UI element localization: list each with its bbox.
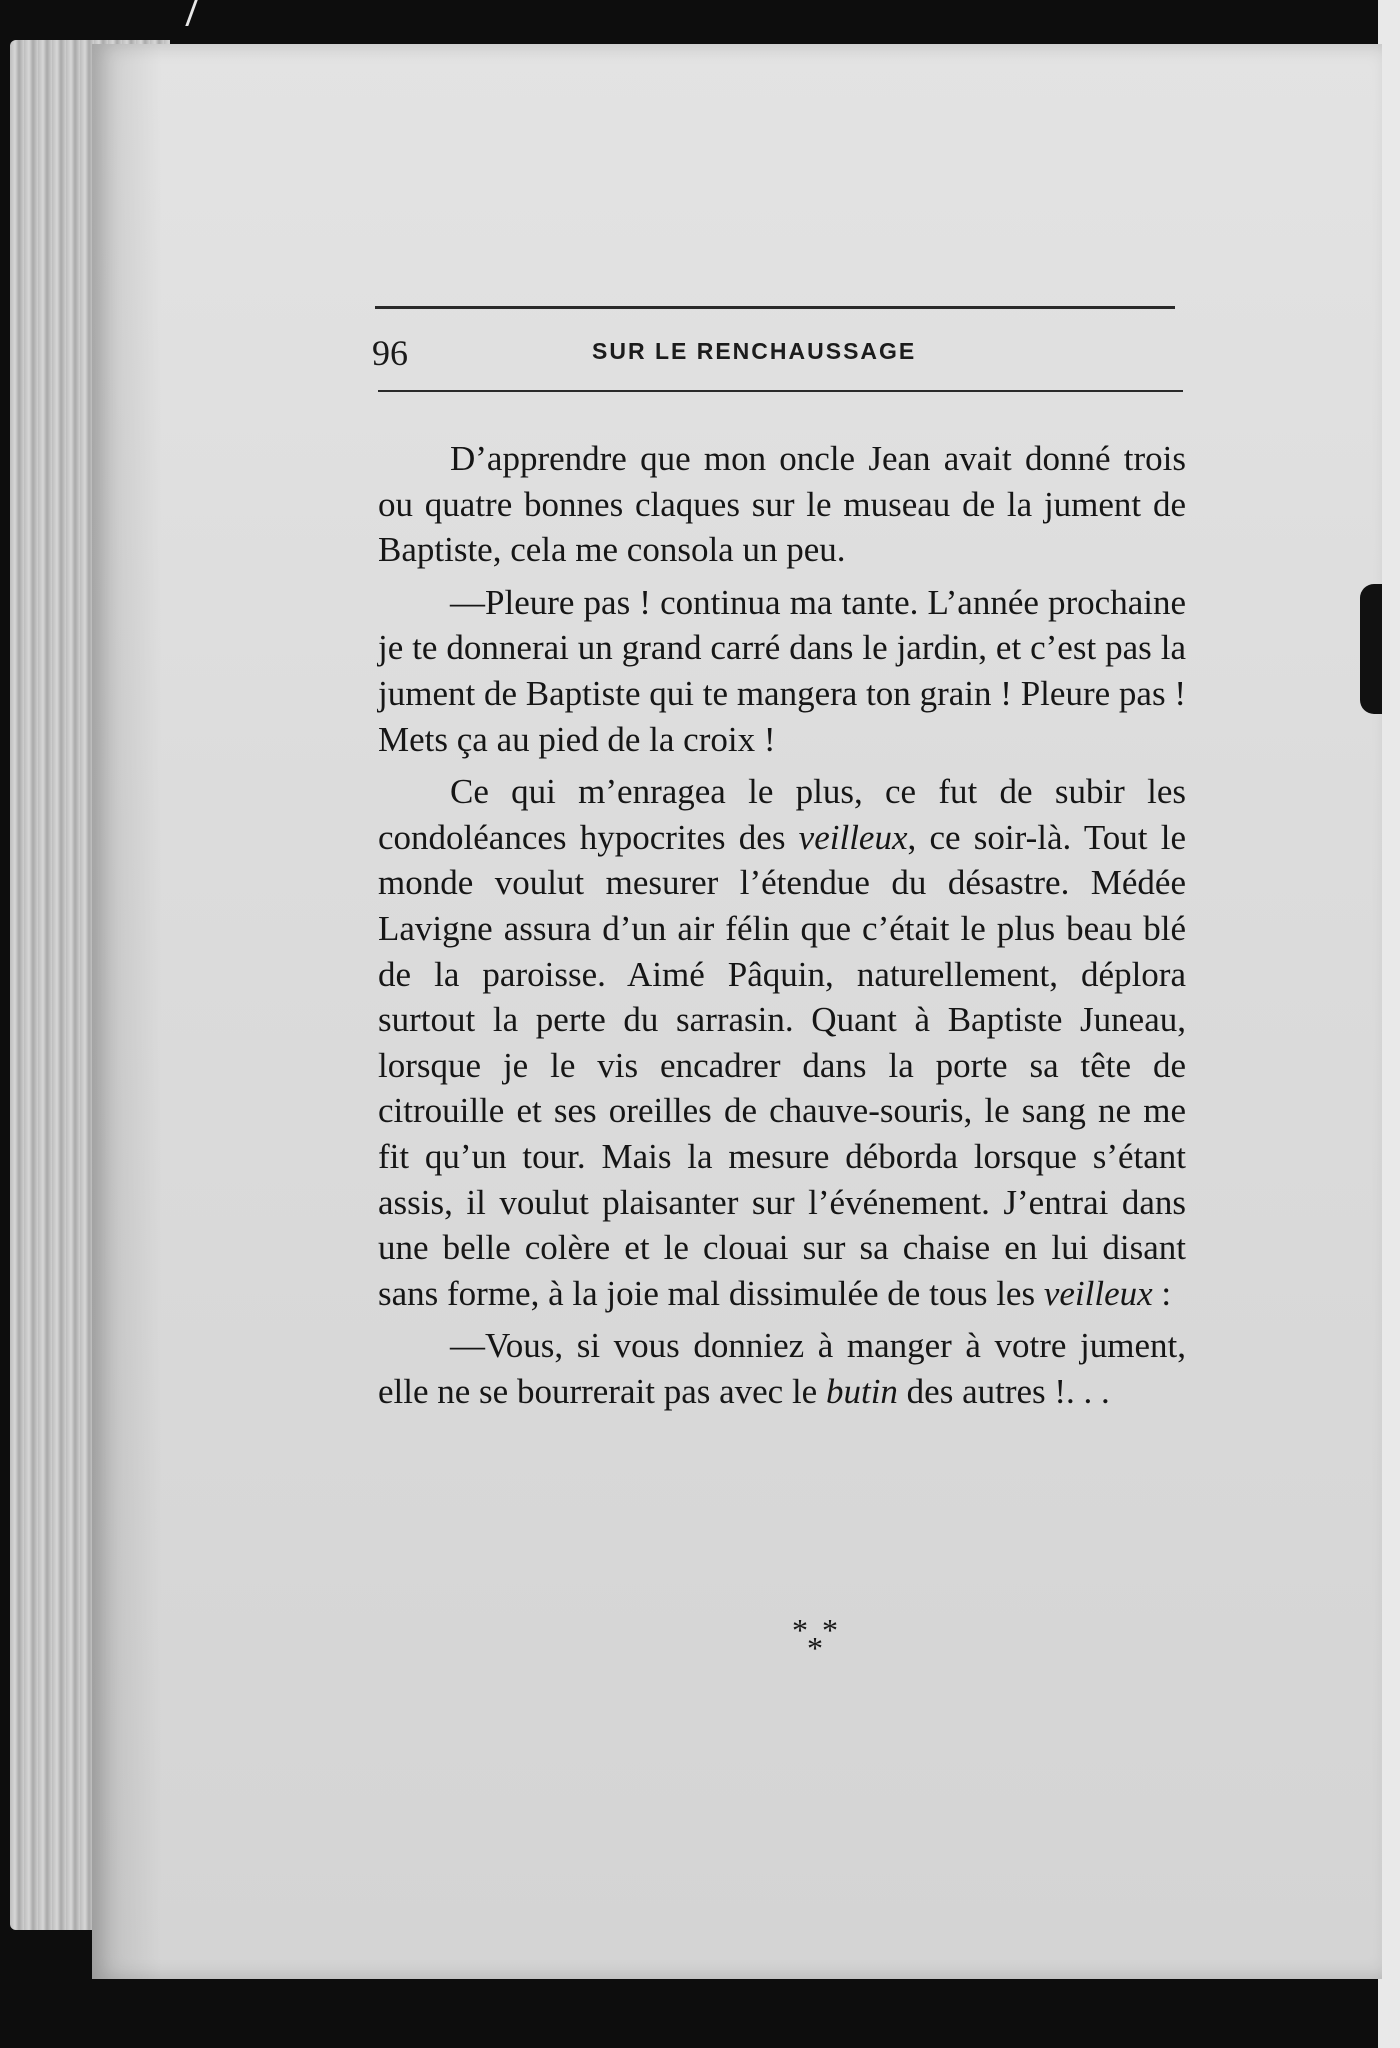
italic-text: butin [825, 1371, 898, 1411]
binding-mark [1360, 584, 1382, 714]
text-run: Ce qui m’enragea le plus, ce fut de subir les condoléances hypocrites des [378, 772, 1186, 857]
running-head: SUR LE RENCHAUSSAGE [592, 338, 917, 364]
paragraph [378, 436, 1186, 573]
asterism-star: * [822, 1612, 838, 1648]
asterism-star: * [807, 1630, 823, 1666]
paragraph [378, 769, 1186, 1316]
italic-text: veilleux [1043, 1273, 1153, 1313]
gutter-shadow [92, 44, 162, 1979]
body-text [378, 436, 1186, 1421]
paragraph [378, 1323, 1186, 1414]
text-run: —Vous, si vous donniez à manger à votre jument, elle ne se bourrerait pas avec le [378, 1326, 1186, 1411]
text-run: , ce soir-là. Tout le monde voulut mesurer l’étendue du désastre. Médée Lavigne assura d’un air félin que c’était le plus beau blé de la paroisse. Aimé Pâquin, naturellement, déplora surtout la perte du sarrasin. Quant à Baptiste Juneau, lorsque je le vis encadrer dans la porte sa tête de citrouille et ses oreilles de chauve-souris, le sang ne me fit qu’un tour. Mais la mesure déborda lorsque s’étant assis, il voulut plaisanter sur l’événement. J’entrai dans une belle colère et le clouai sur sa chaise en lui disant sans forme, à la joie mal dissimulée de tous les [378, 817, 1186, 1313]
header-rule-bottom [378, 390, 1183, 392]
section-break-asterism [770, 1612, 860, 1672]
scan-scratch [185, 0, 211, 26]
italic-text: veilleux [798, 817, 908, 857]
paragraph [378, 580, 1186, 762]
text-run: D’apprendre que mon oncle Jean avait donné trois ou quatre bonnes claques sur le museau de la jument de Baptiste, cela me consola un peu. [378, 439, 1186, 570]
header-rule-top [375, 306, 1175, 309]
asterism-star: * [792, 1612, 808, 1648]
page-number: 96 [372, 333, 408, 373]
text-run: —Pleure pas ! continua ma tante. L’année prochaine je te donnerai un grand carré dans le jardin, et c’est pas la jument de Baptiste qui te mangera ton grain ! Pleure pas ! Mets ça au pied de la croix ! [378, 582, 1186, 759]
page-header [372, 332, 1186, 380]
text-run: des autres !. . . [897, 1371, 1110, 1411]
text-run: : [1152, 1273, 1172, 1313]
